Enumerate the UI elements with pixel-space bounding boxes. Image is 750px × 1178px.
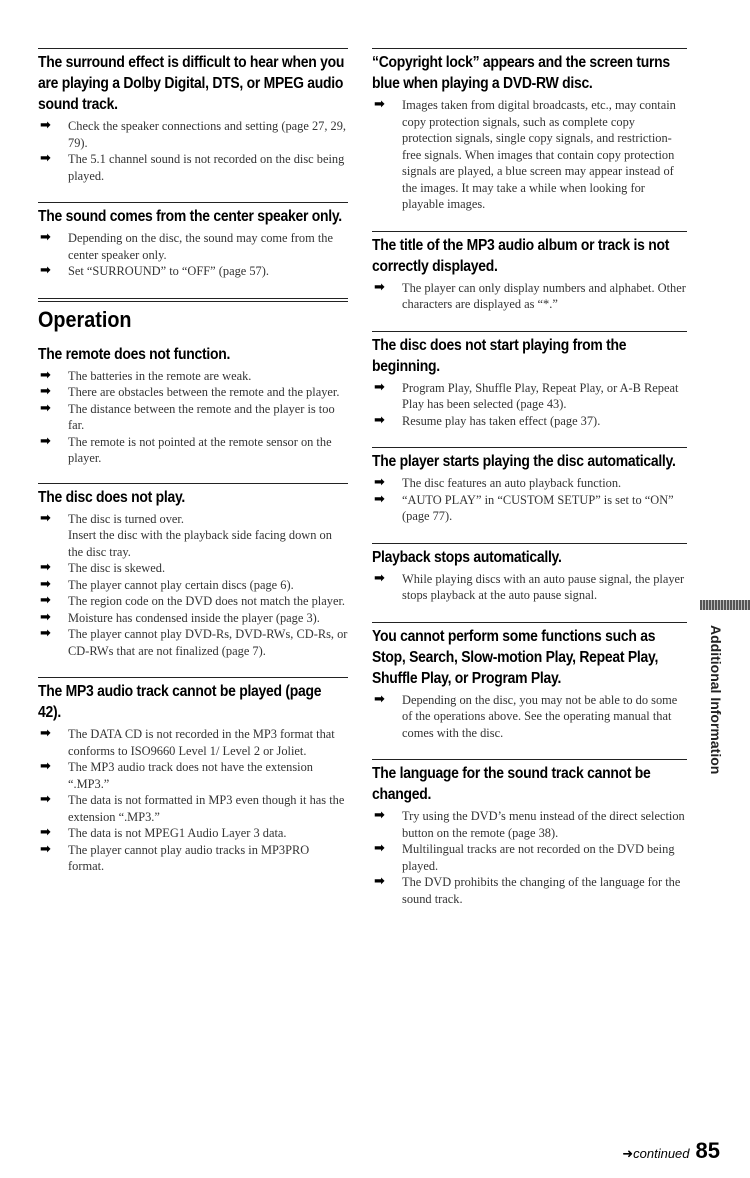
arrow-right-icon: ➡: [40, 593, 51, 608]
arrow-right-icon: ➡: [374, 279, 385, 295]
section-heading: Playback stops automatically.: [372, 548, 562, 566]
list-item: ➡ Program Play, Shuffle Play, Repeat Play, or A-B Repeat Play has been selected (page 43).: [374, 379, 679, 411]
page-number: 85: [695, 1138, 720, 1163]
section-heading: The surround effect is difficult to hear when you are playing a Dolby Digital, DTS, or MPEG audio sound track.: [38, 54, 345, 113]
continued-arrow-icon: ➜: [622, 1147, 634, 1162]
list-item: ➡ Depending on the disc, you may not be able to do some of the operations above. See the operating manual that comes with the disc.: [374, 691, 678, 740]
section-disc-not-play: [38, 483, 348, 660]
list-item: ➡ The distance between the remote and the player is too far.: [40, 400, 335, 432]
list-item: ➡ The player can only display numbers and alphabet. Other characters are displayed as “*.”: [374, 279, 686, 311]
list-item: ➡ The DATA CD is not recorded in the MP3 format that conforms to ISO9660 Level 1/ Level 2 or Joliet.: [40, 726, 335, 758]
list-item: ➡ The region code on the DVD does not match the player.: [40, 593, 345, 608]
section-heading: The sound comes from the center speaker only.: [38, 208, 342, 225]
section-remote: [38, 344, 348, 467]
list-item: ➡ Resume play has taken effect (page 37).: [374, 412, 601, 428]
list-item: ➡ Check the speaker connections and setting (page 27, 29, 79).: [40, 118, 347, 150]
arrow-right-icon: ➡: [40, 230, 51, 245]
list-item: ➡ The player cannot play audio tracks in MP3PRO format.: [40, 841, 310, 873]
section-auto-start: [372, 447, 687, 525]
section-not-from-beginning: [372, 331, 687, 430]
list-item: ➡ The disc is turned over. Insert the disc with the playback side facing down on the disc tray.: [40, 510, 332, 559]
list-item: ➡ The data is not formatted in MP3 even though it has the extension “.MP3.”: [40, 792, 345, 824]
list-item: ➡ The MP3 audio track does not have the extension “.MP3.”: [40, 759, 313, 791]
arrow-right-icon: ➡: [40, 118, 51, 133]
section-tab-marker: [700, 600, 750, 610]
list-item: ➡ The disc features an auto playback function.: [374, 475, 622, 490]
list-item: ➡ The player cannot play certain discs (page 6).: [40, 576, 294, 592]
section-heading: The language for the sound track cannot be changed.: [372, 765, 651, 803]
section-surround-effect: [38, 48, 348, 184]
section-heading: You cannot perform some functions such as Stop, Search, Slow-motion Play, Repeat Play, Shuffle Play, or Program Play.: [372, 627, 659, 687]
list-item: ➡ The remote is not pointed at the remote sensor on the player.: [40, 433, 332, 465]
arrow-right-icon: ➡: [40, 151, 51, 166]
section-mp3-not-played: [38, 677, 348, 875]
arrow-right-icon: ➡: [40, 400, 51, 416]
section-copyright-lock: [372, 48, 687, 213]
section-heading: The MP3 audio track cannot be played (page 42).: [38, 683, 322, 721]
arrow-right-icon: ➡: [40, 560, 51, 575]
section-center-speaker: [38, 202, 348, 280]
section-functions: [372, 622, 687, 742]
list-item: ➡ The data is not MPEG1 Audio Layer 3 data.: [40, 825, 287, 840]
list-item: ➡ There are obstacles between the remote and the player.: [40, 384, 340, 399]
list-item: ➡ Images taken from digital broadcasts, etc., may contain copy protection signals, such as complete copy protection signals, single copy signals, and restriction-free signals. When images that contain copy protection signals are played, a blue screen may appear instead of the images. It may take a while when looking for playable images.: [374, 97, 676, 211]
arrow-right-icon: ➡: [40, 510, 51, 526]
arrow-right-icon: ➡: [40, 609, 51, 625]
section-heading: “Copyright lock” appears and the screen turns blue when playing a DVD-RW disc.: [372, 54, 670, 92]
list-item: ➡ The 5.1 channel sound is not recorded on the disc being played.: [40, 151, 345, 183]
arrow-right-icon: ➡: [40, 626, 51, 641]
section-playback-stops: [372, 543, 687, 604]
arrow-right-icon: ➡: [374, 691, 385, 707]
section-heading: The disc does not play.: [38, 488, 186, 506]
list-item: ➡ The DVD prohibits the changing of the language for the sound track.: [374, 874, 681, 906]
list-item: ➡ While playing discs with an auto pause signal, the player stops playback at the auto pause signal.: [374, 570, 685, 602]
arrow-right-icon: ➡: [40, 384, 51, 399]
section-heading: The player starts playing the disc automatically.: [372, 453, 676, 470]
page-footer: [622, 1138, 720, 1164]
list-item: ➡ “AUTO PLAY” in “CUSTOM SETUP” is set to “ON” (page 77).: [374, 491, 674, 523]
arrow-right-icon: ➡: [374, 841, 385, 856]
arrow-right-icon: ➡: [374, 412, 385, 428]
arrow-right-icon: ➡: [40, 433, 51, 449]
arrow-right-icon: ➡: [40, 576, 51, 592]
left-column: [38, 48, 348, 893]
arrow-right-icon: ➡: [374, 808, 385, 823]
section-heading: The disc does not start playing from the beginning.: [372, 336, 627, 375]
arrow-right-icon: ➡: [374, 491, 385, 507]
arrow-right-icon: ➡: [374, 570, 385, 586]
section-heading: The remote does not function.: [38, 345, 231, 363]
arrow-right-icon: ➡: [40, 792, 51, 807]
section-mp3-title: [372, 231, 687, 313]
list-item: ➡ The batteries in the remote are weak.: [40, 367, 252, 383]
arrow-right-icon: ➡: [40, 367, 51, 383]
arrow-right-icon: ➡: [374, 874, 385, 889]
list-item: ➡ Set “SURROUND” to “OFF” (page 57).: [40, 263, 269, 278]
section-heading: The title of the MP3 audio album or track is not correctly displayed.: [372, 236, 670, 275]
arrow-right-icon: ➡: [40, 825, 51, 840]
arrow-right-icon: ➡: [374, 97, 385, 112]
list-item: ➡ The disc is skewed.: [40, 560, 166, 575]
continued-text: continued: [633, 1146, 690, 1161]
list-item: ➡ Depending on the disc, the sound may come from the center speaker only.: [40, 230, 333, 262]
section-language: [372, 759, 687, 907]
arrow-right-icon: ➡: [40, 841, 51, 857]
continued-label: [622, 1146, 689, 1162]
arrow-right-icon: ➡: [40, 726, 51, 741]
operation-divider: [38, 298, 348, 302]
list-item: ➡ Moisture has condensed inside the player (page 3).: [40, 609, 320, 625]
list-item: ➡ The player cannot play DVD-Rs, DVD-RWs, CD-Rs, or CD-RWs that are not finalized (page 7).: [40, 626, 348, 658]
arrow-right-icon: ➡: [374, 379, 385, 395]
arrow-right-icon: ➡: [40, 263, 51, 278]
right-column: [372, 48, 687, 925]
arrow-right-icon: ➡: [374, 475, 385, 490]
side-section-label: Additional Information: [708, 625, 724, 775]
list-item: ➡ Try using the DVD’s menu instead of the direct selection button on the remote (page 38).: [374, 808, 685, 840]
operation-title: Operation: [38, 306, 132, 332]
list-item: ➡ Multilingual tracks are not recorded on the DVD being played.: [374, 841, 675, 873]
arrow-right-icon: ➡: [40, 759, 51, 774]
